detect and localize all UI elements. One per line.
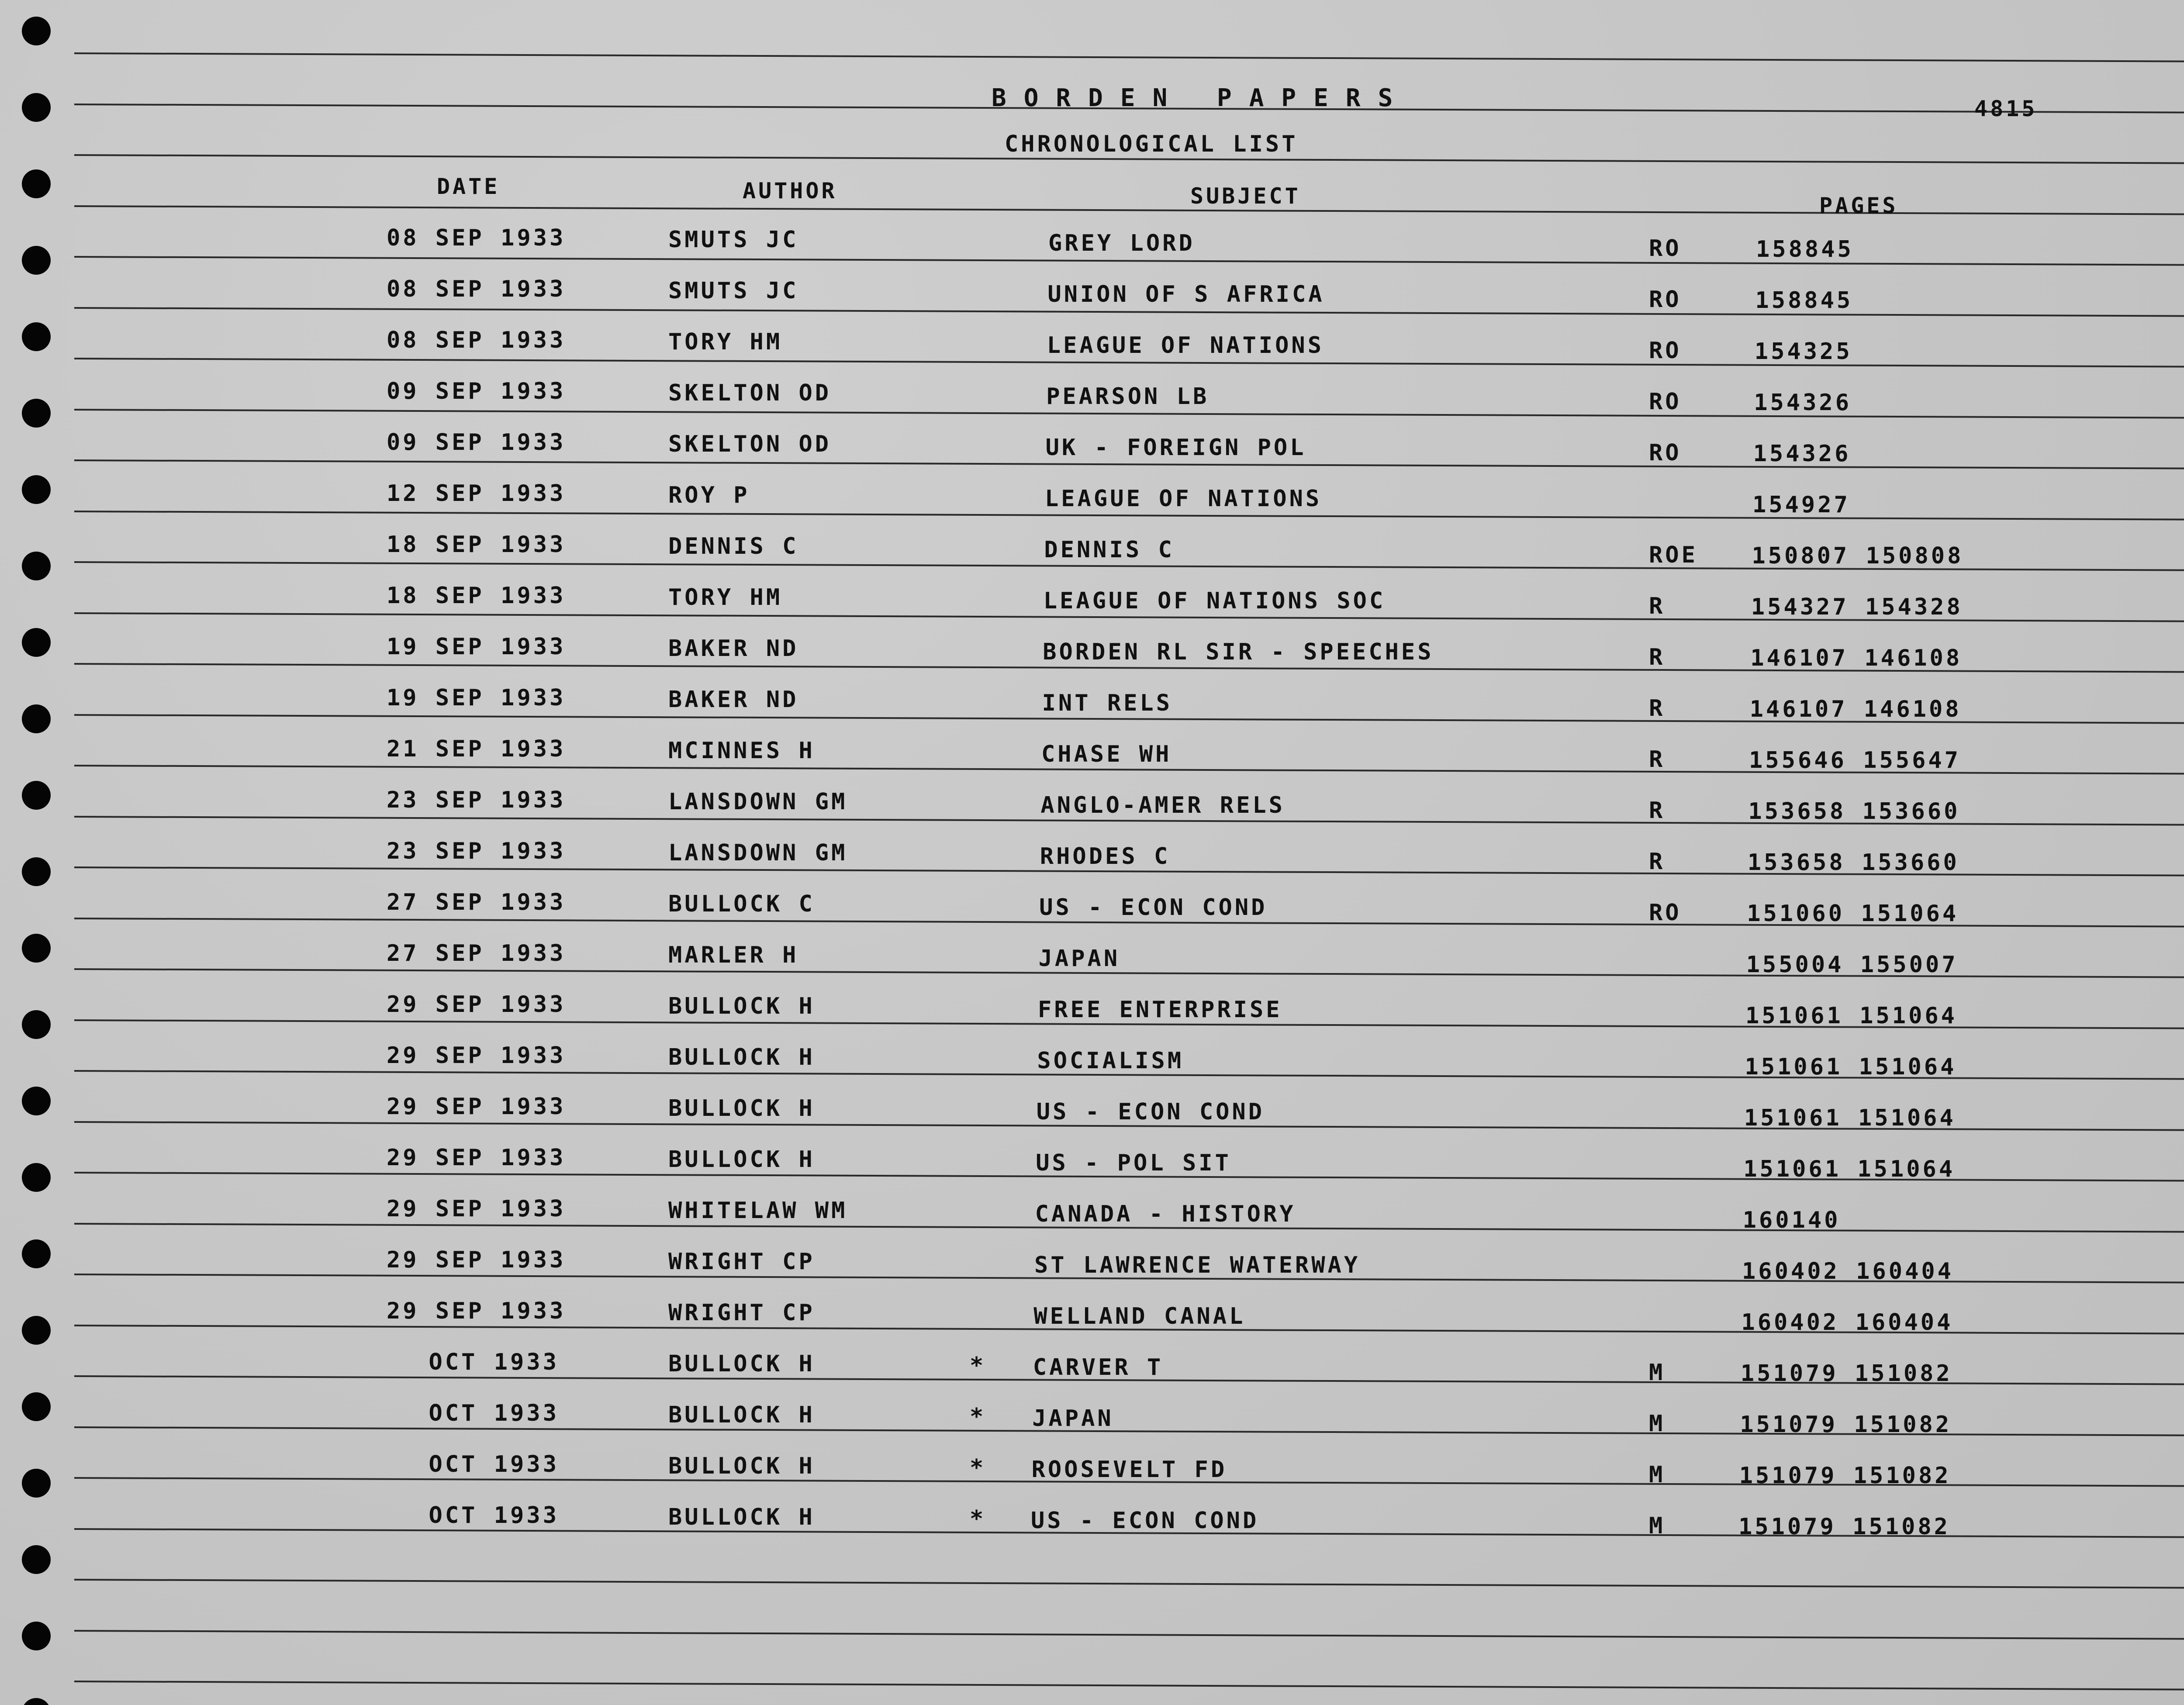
- row-pages: 151061 151064: [1743, 1156, 1956, 1182]
- row-author: LANSDOWN GM: [668, 840, 848, 866]
- feed-hole-icon: [22, 1545, 51, 1574]
- row-author: SKELTON OD: [668, 380, 832, 406]
- feed-hole-icon: [22, 1239, 51, 1268]
- row-date: 29 SEP 1933: [387, 1145, 566, 1171]
- row-code: RO: [1649, 389, 1682, 415]
- row-author: MARLER H: [668, 942, 799, 968]
- row-date: 08 SEP 1933: [387, 225, 566, 251]
- page-number: 4815: [1974, 96, 2038, 121]
- row-pages: 151079 151082: [1740, 1412, 1952, 1438]
- row-subject: CHASE WH: [1041, 741, 1172, 767]
- row-date: 19 SEP 1933: [387, 685, 566, 711]
- row-pages: 154326: [1753, 441, 1851, 467]
- row-subject: JAPAN: [1038, 946, 1120, 972]
- row-code: M: [1649, 1411, 1666, 1437]
- document-title: BORDEN PAPERS: [992, 84, 1410, 112]
- row-pages: 153658 153660: [1748, 798, 1960, 825]
- row-author: BULLOCK H: [668, 1504, 815, 1530]
- row-pages: 153658 153660: [1747, 849, 1959, 876]
- row-code: R: [1649, 746, 1666, 773]
- row-pages: 151079 151082: [1739, 1463, 1951, 1489]
- feed-hole-icon: [22, 628, 51, 657]
- row-date: 09 SEP 1933: [387, 378, 566, 404]
- row-author: BULLOCK H: [668, 1453, 815, 1479]
- row-date: 29 SEP 1933: [387, 991, 566, 1018]
- feed-hole-icon: [22, 704, 51, 733]
- left-tractor-feed: [22, 0, 61, 1705]
- row-date: OCT 1933: [429, 1451, 559, 1477]
- row-author: BULLOCK H: [668, 1095, 815, 1122]
- row-pages: 151061 151064: [1745, 1003, 1957, 1029]
- row-author: ROY P: [668, 482, 750, 508]
- row-subject: US - ECON COND: [1036, 1099, 1265, 1125]
- row-code: RO: [1649, 286, 1682, 313]
- row-code: M: [1649, 1513, 1666, 1539]
- row-code: R: [1649, 849, 1666, 875]
- row-date: 29 SEP 1933: [387, 1094, 566, 1120]
- row-pages: 151060 151064: [1747, 901, 1959, 927]
- feed-hole-icon: [22, 1392, 51, 1421]
- feed-hole-icon: [22, 857, 51, 886]
- row-date: 23 SEP 1933: [387, 838, 566, 864]
- row-subject: LEAGUE OF NATIONS: [1045, 486, 1322, 512]
- feed-hole-icon: [22, 322, 51, 351]
- row-date: 18 SEP 1933: [387, 583, 566, 609]
- row-author: SKELTON OD: [668, 431, 832, 457]
- row-author: BULLOCK H: [668, 1351, 815, 1377]
- row-author: BAKER ND: [668, 687, 799, 713]
- row-date: 29 SEP 1933: [387, 1042, 566, 1069]
- row-pages: 160402 160404: [1742, 1258, 1954, 1284]
- document-subtitle: CHRONOLOGICAL LIST: [1005, 131, 1298, 157]
- row-author: LANSDOWN GM: [668, 789, 848, 815]
- feed-hole-icon: [22, 169, 51, 198]
- row-author: BULLOCK H: [668, 1044, 815, 1070]
- row-flag: *: [970, 1506, 986, 1532]
- column-header-author: AUTHOR: [743, 178, 837, 204]
- feed-hole-icon: [22, 1622, 51, 1650]
- column-header-subject: SUBJECT: [1190, 183, 1301, 209]
- row-author: BULLOCK H: [668, 1146, 815, 1173]
- row-pages: 160402 160404: [1741, 1309, 1953, 1336]
- row-subject: JAPAN: [1032, 1405, 1114, 1432]
- row-subject: ANGLO-AMER RELS: [1040, 792, 1285, 818]
- feed-hole-icon: [22, 17, 51, 45]
- row-pages: 155646 155647: [1749, 747, 1961, 773]
- feed-hole-icon: [22, 475, 51, 504]
- row-subject: WELLAND CANAL: [1033, 1303, 1246, 1329]
- row-pages: 146107 146108: [1750, 645, 1963, 671]
- row-author: WRIGHT CP: [668, 1300, 815, 1326]
- row-date: 08 SEP 1933: [387, 327, 566, 353]
- row-subject: CANADA - HISTORY: [1035, 1201, 1296, 1227]
- row-subject: US - ECON COND: [1031, 1508, 1259, 1534]
- feed-hole-icon: [22, 93, 51, 122]
- row-pages: 151079 151082: [1740, 1360, 1952, 1387]
- row-subject: FREE ENTERPRISE: [1038, 997, 1282, 1023]
- row-author: WRIGHT CP: [668, 1249, 815, 1275]
- row-code: R: [1649, 644, 1666, 670]
- row-flag: *: [970, 1404, 986, 1430]
- row-code: RO: [1649, 235, 1682, 262]
- row-flag: *: [970, 1455, 986, 1481]
- row-author: WHITELAW WM: [668, 1198, 848, 1224]
- ruled-line: [74, 1630, 2184, 1640]
- row-subject: US - POL SIT: [1036, 1150, 1231, 1176]
- ruled-line: [74, 307, 2184, 317]
- feed-hole-icon: [22, 1469, 51, 1498]
- row-pages: 151061 151064: [1745, 1054, 1957, 1080]
- row-code: RO: [1649, 440, 1682, 466]
- row-code: R: [1649, 695, 1666, 721]
- row-author: DENNIS C: [668, 533, 799, 559]
- row-subject: INT RELS: [1042, 690, 1173, 716]
- row-subject: US - ECON COND: [1039, 894, 1268, 921]
- feed-hole-icon: [22, 1698, 51, 1705]
- row-pages: 158845: [1756, 236, 1854, 262]
- row-date: 21 SEP 1933: [387, 736, 566, 762]
- row-pages: 154326: [1754, 390, 1852, 416]
- row-subject: LEAGUE OF NATIONS: [1047, 332, 1324, 359]
- row-subject: ROOSEVELT FD: [1031, 1456, 1227, 1483]
- feed-hole-icon: [22, 1010, 51, 1039]
- ruled-line: [74, 358, 2184, 368]
- row-author: SMUTS JC: [668, 227, 799, 253]
- feed-hole-icon: [22, 1316, 51, 1345]
- row-code: ROE: [1649, 542, 1698, 568]
- row-author: BULLOCK H: [668, 1402, 815, 1428]
- row-subject: SOCIALISM: [1037, 1048, 1184, 1074]
- row-date: 18 SEP 1933: [387, 532, 566, 558]
- row-date: OCT 1933: [429, 1400, 559, 1426]
- feed-hole-icon: [22, 934, 51, 963]
- row-pages: 151079 151082: [1738, 1514, 1950, 1540]
- row-date: 27 SEP 1933: [387, 889, 566, 915]
- row-pages: 160140: [1742, 1207, 1841, 1233]
- row-date: 29 SEP 1933: [387, 1298, 566, 1324]
- column-header-pages: PAGES: [1819, 193, 1898, 218]
- row-date: 09 SEP 1933: [387, 429, 566, 456]
- row-author: TORY HM: [668, 329, 783, 355]
- row-author: BULLOCK H: [668, 993, 815, 1019]
- feed-hole-icon: [22, 552, 51, 580]
- row-date: 27 SEP 1933: [387, 940, 566, 966]
- row-flag: *: [970, 1353, 986, 1379]
- row-code: RO: [1649, 900, 1682, 926]
- row-subject: UNION OF S AFRICA: [1047, 281, 1325, 307]
- feed-hole-icon: [22, 1087, 51, 1115]
- row-author: SMUTS JC: [668, 278, 799, 304]
- ruled-line: [74, 1681, 2184, 1691]
- row-date: 29 SEP 1933: [387, 1196, 566, 1222]
- row-subject: PEARSON LB: [1046, 383, 1209, 410]
- row-date: 08 SEP 1933: [387, 276, 566, 302]
- row-code: RO: [1649, 338, 1682, 364]
- ruled-line: [74, 1579, 2184, 1589]
- row-date: OCT 1933: [429, 1349, 559, 1375]
- ruled-line: [74, 459, 2184, 469]
- row-author: BULLOCK C: [668, 891, 815, 917]
- column-header-date: DATE: [437, 174, 500, 199]
- row-subject: CARVER T: [1033, 1354, 1164, 1381]
- row-date: 23 SEP 1933: [387, 787, 566, 813]
- row-date: OCT 1933: [429, 1502, 559, 1529]
- row-date: 12 SEP 1933: [387, 480, 566, 507]
- row-code: R: [1649, 797, 1666, 824]
- row-subject: RHODES C: [1040, 843, 1171, 870]
- row-subject: GREY LORD: [1048, 230, 1195, 256]
- ruled-line: [74, 256, 2184, 266]
- feed-hole-icon: [22, 399, 51, 428]
- row-subject: DENNIS C: [1044, 537, 1175, 563]
- row-pages: 154327 154328: [1751, 594, 1963, 620]
- feed-hole-icon: [22, 246, 51, 275]
- feed-hole-icon: [22, 1163, 51, 1192]
- row-subject: BORDEN RL SIR - SPEECHES: [1043, 639, 1434, 665]
- row-pages: 154927: [1752, 492, 1850, 518]
- row-pages: 150807 150808: [1752, 543, 1964, 569]
- row-code: R: [1649, 593, 1666, 619]
- row-author: MCINNES H: [668, 738, 815, 764]
- ruled-line: [74, 409, 2184, 419]
- row-date: 29 SEP 1933: [387, 1247, 566, 1273]
- row-author: TORY HM: [668, 584, 783, 611]
- row-pages: 158845: [1755, 287, 1853, 314]
- row-subject: UK - FOREIGN POL: [1045, 435, 1306, 461]
- row-code: M: [1649, 1462, 1666, 1488]
- row-pages: 155004 155007: [1746, 952, 1958, 978]
- row-pages: 154325: [1754, 338, 1852, 365]
- ruled-line: [74, 52, 2184, 62]
- row-date: 19 SEP 1933: [387, 634, 566, 660]
- feed-hole-icon: [22, 781, 51, 810]
- row-subject: ST LAWRENCE WATERWAY: [1034, 1252, 1361, 1278]
- row-pages: 151061 151064: [1744, 1105, 1956, 1131]
- row-pages: 146107 146108: [1749, 696, 1962, 722]
- row-code: M: [1649, 1360, 1666, 1386]
- row-subject: LEAGUE OF NATIONS SOC: [1043, 588, 1386, 614]
- row-author: BAKER ND: [668, 635, 799, 662]
